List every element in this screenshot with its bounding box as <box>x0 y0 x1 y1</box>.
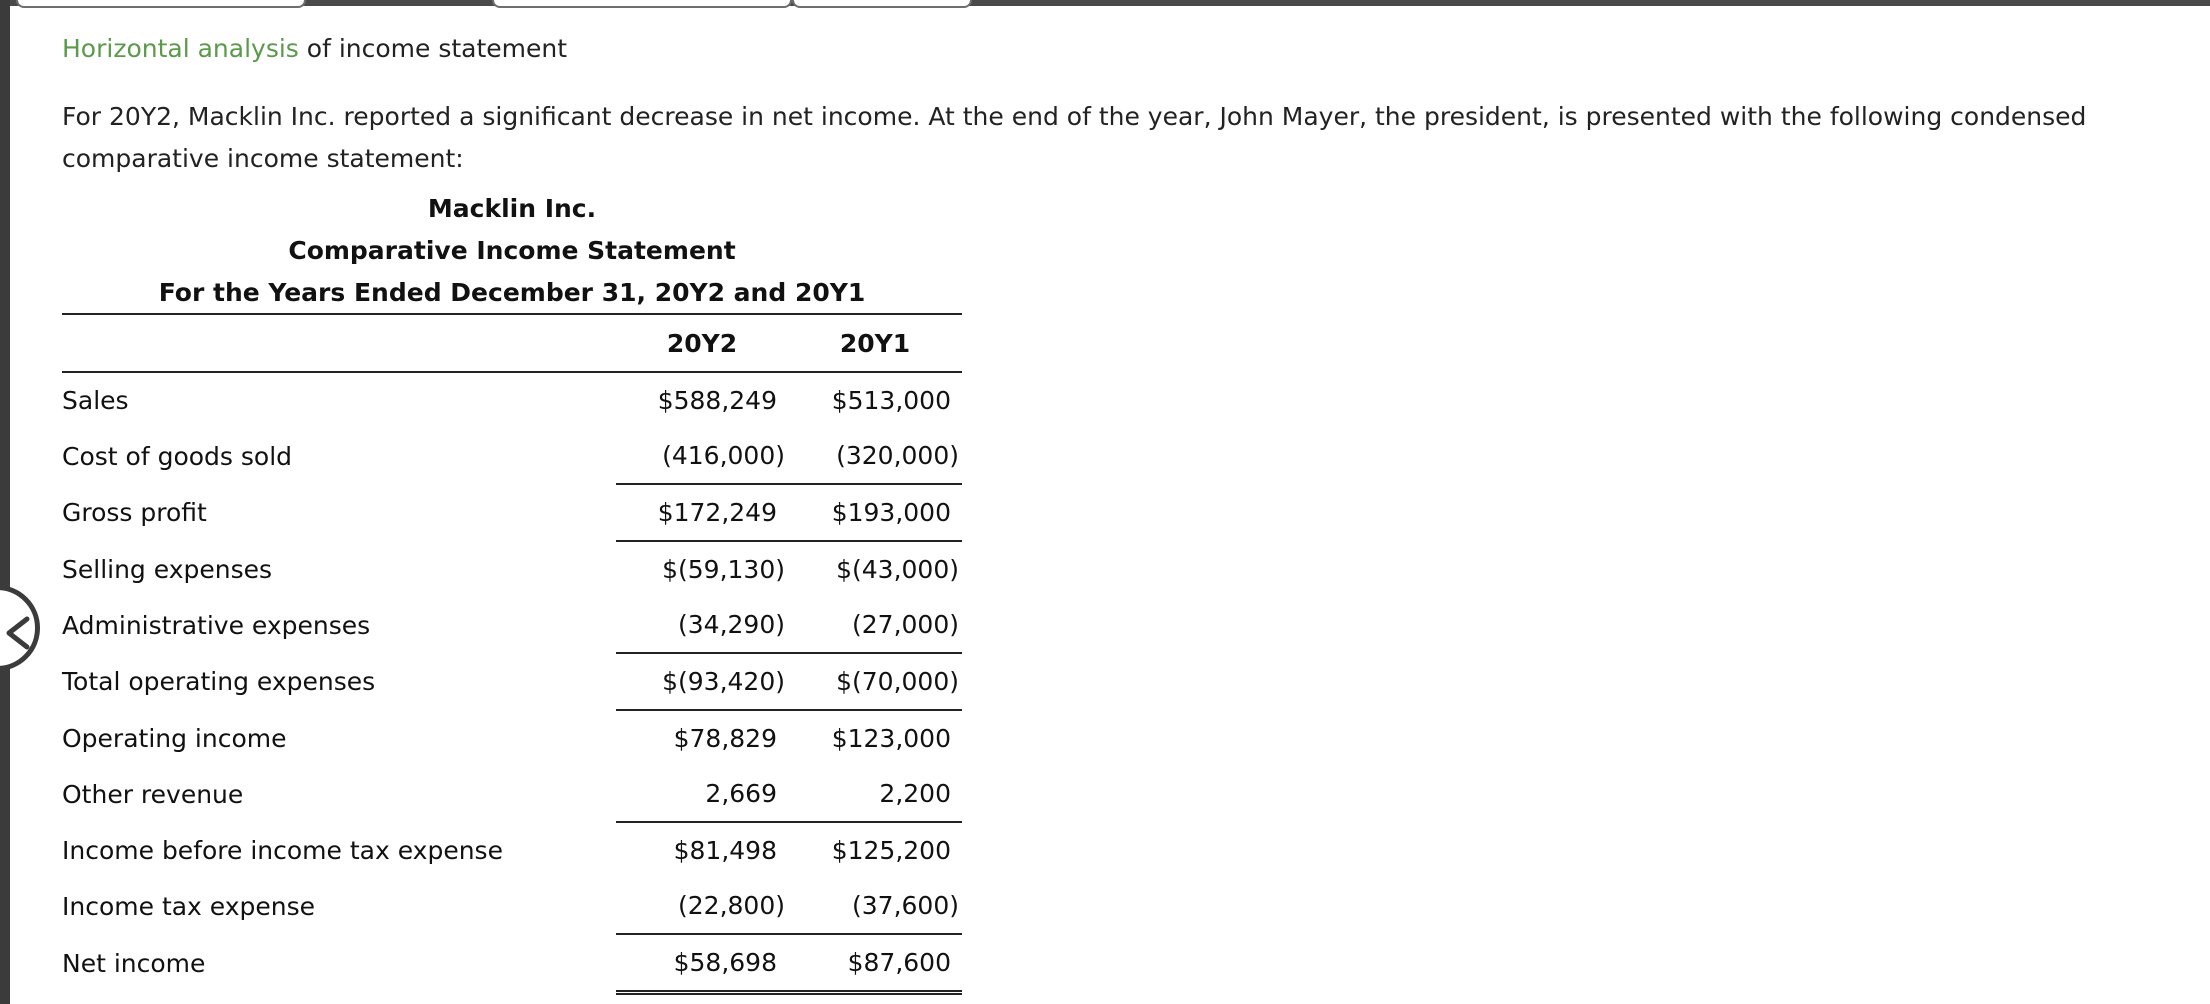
value-20y2: $(93,420) <box>662 667 785 696</box>
table-header-row <box>62 314 962 372</box>
table-row <box>62 597 962 653</box>
statement-period: For the Years Ended December 31, 20Y2 and 20Y1 <box>158 278 866 307</box>
left-rail <box>0 0 10 1004</box>
row-label: Selling expenses <box>62 554 273 584</box>
chevron-left-icon <box>3 615 33 651</box>
header-label-cell <box>62 314 616 372</box>
table-row <box>62 766 962 822</box>
value-20y2: (34,290) <box>678 610 785 639</box>
table-row <box>62 541 962 597</box>
value-20y1: (27,000) <box>852 610 959 639</box>
value-20y2: $78,829 <box>673 724 777 753</box>
table-row <box>62 484 962 541</box>
statement-company: Macklin Inc. <box>427 194 597 223</box>
value-20y1: (320,000) <box>836 441 959 470</box>
value-20y1: 2,200 <box>879 779 951 808</box>
value-20y2: $(59,130) <box>662 555 785 584</box>
table-row <box>62 710 962 766</box>
value-20y1: $123,000 <box>831 724 951 753</box>
row-label: Operating income <box>62 723 287 753</box>
value-20y1: $87,600 <box>847 948 951 977</box>
value-20y2: $172,249 <box>657 498 777 527</box>
income-statement-table <box>62 313 962 995</box>
value-20y2: $588,249 <box>657 386 777 415</box>
page-title-rest: of income statement <box>298 34 568 63</box>
row-label: Total operating expenses <box>62 667 376 696</box>
back-button[interactable] <box>0 585 40 671</box>
page-title <box>62 34 567 64</box>
table-row <box>62 428 962 484</box>
row-label: Cost of goods sold <box>62 441 293 471</box>
header-20y2: 20Y2 <box>666 328 738 358</box>
table-row <box>62 934 962 993</box>
statement-title: Comparative Income Statement <box>288 236 736 265</box>
value-20y1: $(70,000) <box>836 667 959 696</box>
value-20y2: (22,800) <box>678 891 785 920</box>
value-20y2: $81,498 <box>673 836 777 865</box>
top-tab[interactable] <box>16 0 306 8</box>
value-20y1: $193,000 <box>831 498 951 527</box>
table-row <box>62 822 962 878</box>
value-20y1: (37,600) <box>852 891 959 920</box>
row-label: Gross profit <box>62 498 207 527</box>
value-20y2: 2,669 <box>705 779 777 808</box>
intro-paragraph: For 20Y2, Macklin Inc. reported a significant decrease in net income. At the end of the year, John Mayer, the president, is presented with the following condensed comparative income statement: <box>62 102 2087 173</box>
top-tab[interactable] <box>492 0 792 8</box>
horizontal-analysis-link[interactable]: Horizontal analysis <box>62 34 299 63</box>
header-20y1: 20Y1 <box>839 328 911 358</box>
value-20y1: $125,200 <box>831 836 951 865</box>
top-tab[interactable] <box>792 0 972 8</box>
top-frame-strip <box>0 0 2210 6</box>
row-label: Net income <box>62 948 206 978</box>
value-20y2: $58,698 <box>673 948 777 977</box>
row-label: Sales <box>62 386 129 415</box>
row-label: Other revenue <box>62 779 244 809</box>
row-label: Administrative expenses <box>62 610 371 640</box>
value-20y1: $(43,000) <box>836 555 959 584</box>
row-label: Income tax expense <box>62 891 316 921</box>
table-row <box>62 372 962 428</box>
value-20y2: (416,000) <box>662 441 785 470</box>
table-row <box>62 878 962 934</box>
value-20y1: $513,000 <box>831 386 951 415</box>
table-row <box>62 653 962 710</box>
row-label: Income before income tax expense <box>62 835 503 865</box>
